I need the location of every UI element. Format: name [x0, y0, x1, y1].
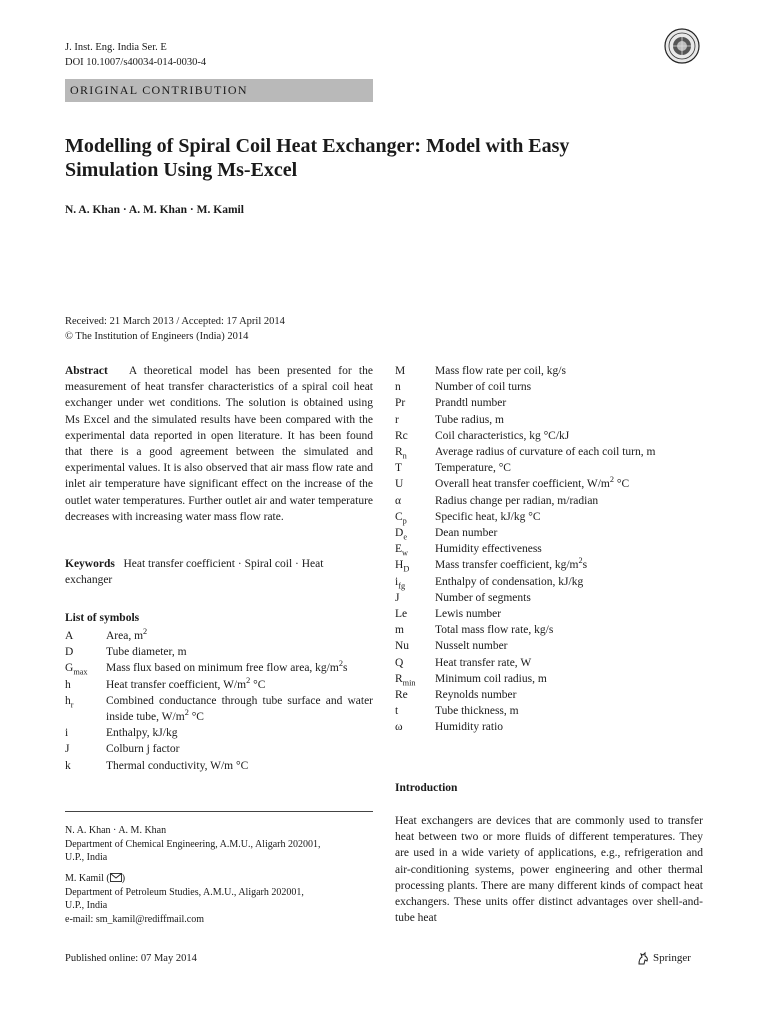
symbol: Re	[395, 689, 408, 702]
affiliation-2	[65, 872, 385, 926]
keywords-label: Keywords	[65, 558, 115, 570]
symbol-description: Number of coil turns	[435, 381, 532, 394]
symbol-description: Enthalpy of condensation, kJ/kg	[435, 575, 584, 588]
symbol-row	[395, 476, 735, 492]
symbol: m	[395, 624, 404, 637]
symbols-list-right	[395, 363, 735, 736]
institution-seal-icon	[664, 28, 700, 64]
symbol-row	[395, 557, 735, 573]
abstract-text: A theoretical model has been presented for the measurement of heat transfer characteristics of a spiral coil heat exchanger under wet conditions. The solution is obtained using Ms Excel and the simulated results have been compared with the experimental data reported in open literature. It has been found that there is a good agreement between the simulated and experimental values. It is also observed that air mass flow rate and inlet air temperature have significant effect on the increase of the outlet water temperatures. Further outlet air and water temperature decreases with increasing water mass flow rate.	[65, 365, 373, 523]
symbol: J	[395, 591, 400, 604]
symbol-row	[65, 660, 373, 676]
symbol-description: Colburn j factor	[106, 743, 180, 756]
symbol: J	[65, 743, 70, 756]
journal-name: J. Inst. Eng. India Ser. E	[65, 42, 167, 53]
abstract-label: Abstract	[65, 365, 108, 377]
symbol-row	[395, 541, 735, 557]
symbol-description: Mass flow rate per coil, kg/s	[435, 365, 566, 377]
affiliation-2-place: U.P., India	[65, 900, 108, 911]
symbol-row	[395, 671, 735, 687]
symbol: r	[395, 413, 399, 426]
symbol-row	[395, 444, 735, 460]
symbol-row	[395, 509, 735, 525]
keywords	[65, 556, 373, 588]
publisher-logo	[636, 951, 691, 965]
symbol-description: Average radius of curvature of each coil turn, m	[435, 446, 656, 459]
symbol-row	[395, 703, 735, 719]
symbol: $i_{fg}$	[395, 575, 406, 590]
symbol-description: Dean number	[435, 527, 498, 540]
symbol: n	[395, 381, 401, 394]
title-line-1: Modelling of Spiral Coil Heat Exchanger: Model with Easy	[65, 135, 570, 157]
symbol-description: Minimum coil radius, m	[435, 672, 547, 685]
symbol-row	[65, 644, 373, 660]
author-list: N. A. Khan · A. M. Khan · M. Kamil	[65, 204, 244, 216]
symbol: U	[395, 478, 404, 491]
symbol-description: Enthalpy, kJ/kg	[106, 727, 178, 740]
symbol: Le	[395, 608, 408, 621]
symbol-description: Tube diameter, m	[106, 646, 187, 659]
affiliation-1-dept: Department of Chemical Engineering, A.M.U., Aligarh 202001,	[65, 838, 321, 850]
symbol-description: Humidity effectiveness	[435, 543, 542, 556]
symbol: D	[65, 646, 74, 659]
introduction-text: Heat exchangers are devices that are commonly used to transfer heat between two or more fluids of different temperatures. They are used in a wide variety of applications, e.g., refrigeration and air-conditioning systems, power engineering and other thermal processing plants. There are many different kinds of compact heat exchangers. These units offer distinct advantages over shell-and-tube heat	[395, 815, 703, 925]
symbol-description: Radius change per radian, m/radian	[435, 494, 599, 507]
symbol-description: Total mass flow rate, kg/s	[435, 624, 554, 637]
symbol-description: Prandtl number	[435, 397, 507, 410]
doi[interactable]: DOI 10.1007/s40034-014-0030-4	[65, 57, 207, 68]
symbol: Q	[395, 656, 404, 669]
symbol-description: Heat transfer rate, W	[435, 656, 532, 669]
symbol-row	[395, 412, 735, 428]
symbol-row	[65, 693, 373, 725]
symbol: M	[395, 365, 406, 377]
introduction-heading: Introduction	[395, 782, 458, 794]
symbol: k	[65, 759, 71, 772]
symbol-description: Coil characteristics, kg °C/kJ	[435, 429, 570, 442]
symbol-description: Lewis number	[435, 608, 502, 621]
symbol: i	[65, 727, 69, 740]
symbol-row	[395, 428, 735, 444]
symbol-description: Heat transfer coefficient, $W/m^2$ °C	[106, 675, 266, 691]
symbol: Nu	[395, 640, 410, 653]
copyright: © The Institution of Engineers (India) 2014	[65, 331, 249, 342]
envelope-icon	[110, 873, 122, 882]
symbol: $E_w$	[395, 543, 409, 558]
symbol-description: Tube thickness, m	[435, 705, 519, 718]
symbols-list-left	[65, 628, 373, 774]
symbol-description: Specific heat, kJ/kg °C	[435, 510, 541, 523]
symbol-description: Combined conductance through tube surface and water inside tube, $W/m^2$ °C	[106, 694, 373, 724]
symbol-row	[65, 758, 373, 774]
affiliation-1	[65, 824, 385, 865]
symbol: $R_n$	[395, 446, 407, 461]
symbol-row	[395, 363, 735, 379]
symbol: $R_{min}$	[395, 672, 416, 688]
symbol-row	[395, 622, 735, 638]
symbol-description: Reynolds number	[435, 689, 517, 702]
symbol-row	[395, 590, 735, 606]
symbol-description: Humidity ratio	[435, 721, 504, 734]
symbol: T	[395, 462, 403, 475]
affiliation-2-email[interactable]: e-mail: sm_kamil@rediffmail.com	[65, 913, 204, 925]
affiliation-2-name-end: )	[121, 873, 126, 884]
springer-horse-icon	[636, 951, 650, 965]
symbol-row	[395, 493, 735, 509]
symbol-row	[395, 719, 735, 735]
list-of-symbols-heading: List of symbols	[65, 612, 140, 624]
symbol: h	[65, 678, 71, 691]
symbol-description: Mass transfer coefficient, $kg/m^2s$	[435, 556, 588, 572]
symbol: $C_p$	[395, 510, 407, 526]
symbol-description: Nusselt number	[435, 640, 508, 653]
symbol-description: Temperature, °C	[435, 462, 511, 475]
symbol-row	[65, 628, 373, 644]
symbol: α	[395, 494, 402, 507]
symbol-row	[395, 574, 735, 590]
dates-block	[65, 314, 285, 344]
publisher-name: Springer	[653, 952, 691, 964]
symbol-row	[395, 395, 735, 411]
symbol: $h_r$	[65, 694, 74, 710]
symbol-row	[395, 638, 735, 654]
symbol-description: Thermal conductivity, W/m °C	[106, 759, 249, 772]
affiliation-1-place: U.P., India	[65, 852, 108, 863]
title-line-2: Simulation Using Ms-Excel	[65, 159, 298, 181]
symbol: t	[395, 705, 399, 718]
symbol-description: Number of segments	[435, 591, 531, 604]
keywords-text: Heat transfer coefficient · Spiral coil · Heat exchanger	[65, 558, 324, 587]
symbol-row	[395, 655, 735, 671]
affiliation-2-dept: Department of Petroleum Studies, A.M.U., Aligarh 202001,	[65, 886, 304, 898]
symbol-row	[395, 525, 735, 541]
symbol: $H_D$	[395, 559, 410, 574]
symbol-description: Overall heat transfer coefficient, $W/m^2$ °C	[435, 475, 630, 491]
symbol: Rc	[395, 429, 408, 442]
symbol: $D_e$	[395, 527, 407, 542]
symbol: $G_{max}$	[65, 662, 88, 677]
journal-header	[65, 40, 206, 70]
symbol-row	[395, 606, 735, 622]
symbol-description: Area, $m^2$	[106, 627, 148, 642]
symbol-row	[395, 687, 735, 703]
footnote-divider	[65, 811, 373, 812]
section-banner: ORIGINAL CONTRIBUTION	[65, 79, 373, 102]
symbol-row	[65, 677, 373, 693]
symbol: ω	[395, 721, 403, 734]
affiliation-2-name-line	[65, 872, 385, 886]
symbol-row	[395, 460, 735, 476]
abstract	[65, 363, 373, 525]
symbol: A	[65, 630, 74, 642]
symbol: Pr	[395, 397, 406, 410]
affiliation-1-names: N. A. Khan · A. M. Khan	[65, 825, 167, 836]
symbol-row	[65, 725, 373, 741]
symbol-row	[395, 379, 735, 395]
symbol-row	[65, 741, 373, 757]
affiliation-2-name: M. Kamil (	[65, 873, 110, 884]
symbol-description: Tube radius, m	[435, 413, 504, 426]
published-online: Published online: 07 May 2014	[65, 953, 197, 964]
received-accepted: Received: 21 March 2013 / Accepted: 17 April 2014	[65, 316, 285, 327]
paper-title	[65, 134, 705, 182]
symbol-description: Mass flux based on minimum free flow area, $kg/m^2s$	[106, 659, 348, 675]
